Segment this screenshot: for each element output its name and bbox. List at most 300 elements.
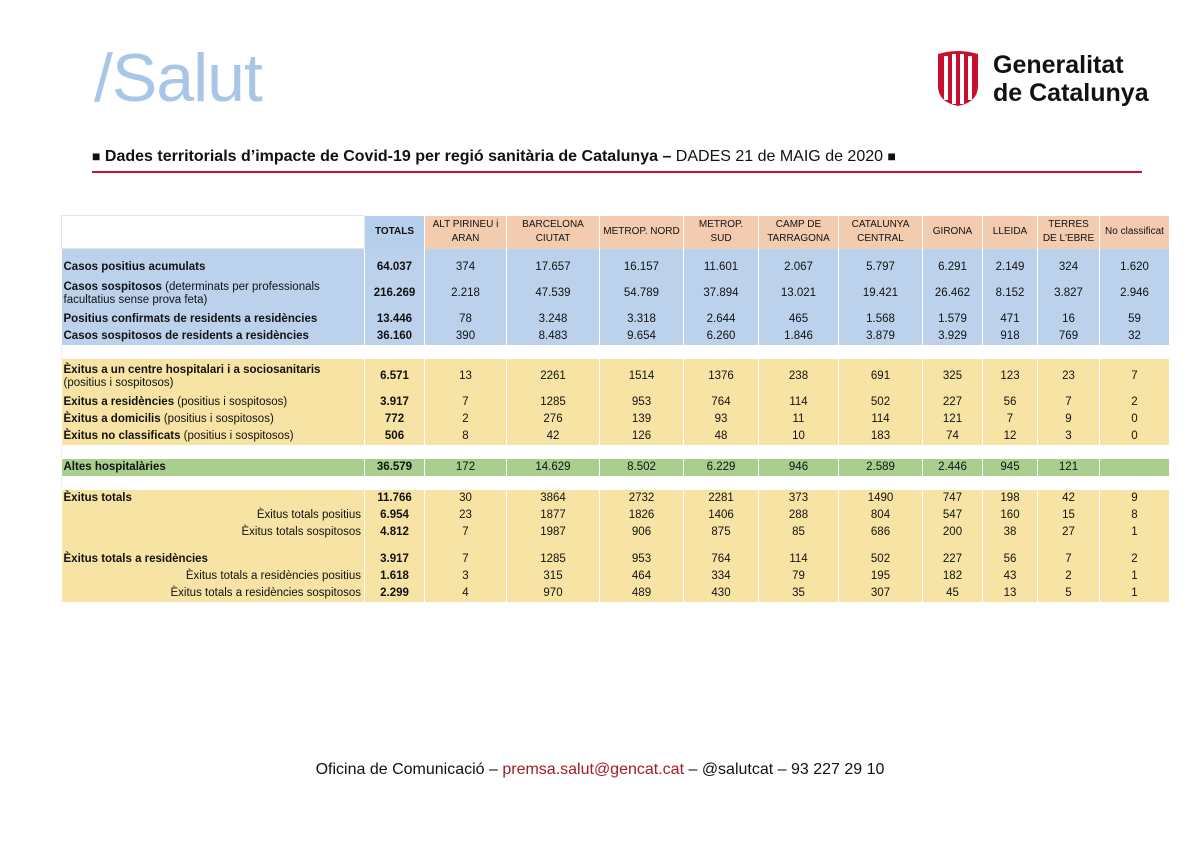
footer-email-link[interactable]: premsa.salut@gencat.cat	[502, 761, 685, 778]
value-cell: 7	[1100, 359, 1170, 394]
value-cell: 123	[983, 359, 1038, 394]
spacer-cell	[983, 345, 1038, 359]
value-cell: 2.644	[684, 311, 759, 328]
row-label-note: (positius i sospitosos)	[174, 396, 288, 408]
value-cell: 114	[759, 551, 839, 568]
spacer-cell	[1038, 476, 1100, 490]
value-cell: 2281	[684, 490, 759, 507]
row-label	[62, 311, 365, 328]
value-cell: 2.149	[983, 259, 1038, 276]
value-cell: 471	[983, 311, 1038, 328]
value-cell: 6.229	[684, 459, 759, 476]
spacer-cell	[1100, 249, 1170, 260]
footer-separator: –	[684, 761, 702, 778]
value-cell: 17.657	[507, 259, 600, 276]
title-date: DADES 21 de MAIG de 2020	[675, 148, 884, 165]
value-cell: 126	[600, 428, 684, 445]
value-cell: 43	[983, 568, 1038, 585]
column-header: GIRONA	[923, 216, 983, 249]
spacer-cell	[365, 476, 425, 490]
value-cell: 2.067	[759, 259, 839, 276]
spacer-cell	[923, 249, 983, 260]
value-cell: 27	[1038, 524, 1100, 541]
spacer-cell	[600, 249, 684, 260]
value-cell: 465	[759, 311, 839, 328]
value-cell: 2.446	[923, 459, 983, 476]
column-header: ALT PIRINEU i ARAN	[425, 216, 507, 249]
title-separator: –	[658, 148, 676, 165]
spacer-cell	[983, 249, 1038, 260]
value-cell: 1987	[507, 524, 600, 541]
column-header: TOTALS	[365, 216, 425, 249]
column-header: BARCELONA CIUTAT	[507, 216, 600, 249]
value-cell: 32	[1100, 328, 1170, 345]
row-label-text: Èxitus totals a residències	[63, 553, 208, 565]
table-body	[62, 216, 1170, 603]
value-cell: 10	[759, 428, 839, 445]
value-cell: 764	[684, 394, 759, 411]
spacer-cell	[507, 249, 600, 260]
value-cell: 1406	[684, 507, 759, 524]
value-cell: 14.629	[507, 459, 600, 476]
spacer-cell	[983, 541, 1038, 551]
spacer-cell	[1038, 541, 1100, 551]
value-cell: 3.248	[507, 311, 600, 328]
value-cell: 373	[759, 490, 839, 507]
row-label-text: Casos sospitosos de residents a residències	[63, 330, 309, 342]
total-cell: 506	[365, 428, 425, 445]
spacer-cell	[839, 476, 923, 490]
table-row	[62, 524, 1170, 541]
value-cell: 3	[1038, 428, 1100, 445]
spacer-cell	[923, 476, 983, 490]
page-title	[92, 148, 896, 166]
row-label-text: Èxitus totals a residències positius	[185, 570, 361, 582]
spacer-cell	[839, 445, 923, 459]
value-cell: 38	[983, 524, 1038, 541]
value-cell: 502	[839, 551, 923, 568]
value-cell: 11.601	[684, 259, 759, 276]
value-cell: 8	[1100, 507, 1170, 524]
value-cell: 200	[923, 524, 983, 541]
spacer-cell	[62, 541, 365, 551]
value-cell: 686	[839, 524, 923, 541]
value-cell: 1.568	[839, 311, 923, 328]
value-cell: 8.483	[507, 328, 600, 345]
value-cell: 42	[1038, 490, 1100, 507]
value-cell: 307	[839, 585, 923, 602]
value-cell: 953	[600, 394, 684, 411]
value-cell: 430	[684, 585, 759, 602]
spacer-cell	[507, 345, 600, 359]
row-label-text: Èxitus a domicilis	[63, 413, 161, 425]
value-cell: 56	[983, 551, 1038, 568]
total-cell: 36.160	[365, 328, 425, 345]
column-header: CAMP DE TARRAGONA	[759, 216, 839, 249]
value-cell: 276	[507, 411, 600, 428]
value-cell: 3.827	[1038, 276, 1100, 311]
spacer-cell	[684, 345, 759, 359]
total-cell: 3.917	[365, 394, 425, 411]
value-cell: 464	[600, 568, 684, 585]
value-cell: 30	[425, 490, 507, 507]
value-cell: 953	[600, 551, 684, 568]
row-label-text: Casos sospitosos	[63, 280, 162, 293]
value-cell: 238	[759, 359, 839, 394]
value-cell: 918	[983, 328, 1038, 345]
value-cell: 502	[839, 394, 923, 411]
value-cell: 945	[983, 459, 1038, 476]
row-label-note: (determinats per professionals facultatius sense prova feta)	[63, 280, 320, 306]
spacer-cell	[684, 249, 759, 260]
row-label	[62, 507, 365, 524]
value-cell: 1.846	[759, 328, 839, 345]
row-label-note: (positius i sospitosos)	[180, 430, 294, 442]
spacer-cell	[600, 345, 684, 359]
spacer-cell	[425, 541, 507, 551]
value-cell: 37.894	[684, 276, 759, 311]
title-underline	[92, 171, 1142, 173]
spacer-cell	[759, 249, 839, 260]
value-cell: 114	[839, 411, 923, 428]
value-cell: 2.589	[839, 459, 923, 476]
footer-office: Oficina de Comunicació	[315, 761, 485, 778]
value-cell: 325	[923, 359, 983, 394]
value-cell: 160	[983, 507, 1038, 524]
value-cell: 875	[684, 524, 759, 541]
value-cell: 139	[600, 411, 684, 428]
value-cell: 2	[1100, 551, 1170, 568]
value-cell: 9	[1038, 411, 1100, 428]
value-cell: 769	[1038, 328, 1100, 345]
value-cell: 764	[684, 551, 759, 568]
spacer-cell	[923, 345, 983, 359]
column-header: CATALUNYA CENTRAL	[839, 216, 923, 249]
spacer-cell	[507, 476, 600, 490]
spacer-cell	[983, 445, 1038, 459]
value-cell: 54.789	[600, 276, 684, 311]
table-row	[62, 411, 1170, 428]
value-cell: 7	[1038, 394, 1100, 411]
catalan-seal-icon	[934, 50, 982, 106]
footer-contact	[0, 761, 1200, 779]
spacer-cell	[507, 445, 600, 459]
value-cell: 3	[425, 568, 507, 585]
column-header: No classificat	[1100, 216, 1170, 249]
row-label	[62, 276, 365, 311]
value-cell: 1490	[839, 490, 923, 507]
value-cell: 7	[425, 524, 507, 541]
total-cell: 64.037	[365, 259, 425, 276]
value-cell: 13	[425, 359, 507, 394]
spacer-cell	[839, 541, 923, 551]
value-cell: 1285	[507, 551, 600, 568]
row-label-text: Exitus a residències	[63, 396, 175, 408]
value-cell: 489	[600, 585, 684, 602]
spacer-cell	[365, 345, 425, 359]
spacer-cell	[1100, 445, 1170, 459]
spacer-cell	[425, 476, 507, 490]
value-cell: 1.620	[1100, 259, 1170, 276]
value-cell: 5.797	[839, 259, 923, 276]
total-cell: 36.579	[365, 459, 425, 476]
value-cell: 4	[425, 585, 507, 602]
value-cell: 1376	[684, 359, 759, 394]
value-cell: 3.318	[600, 311, 684, 328]
value-cell: 7	[425, 394, 507, 411]
spacer-cell	[1038, 249, 1100, 260]
value-cell: 3.929	[923, 328, 983, 345]
value-cell: 374	[425, 259, 507, 276]
value-cell: 23	[1038, 359, 1100, 394]
row-label-text: Èxitus totals	[63, 492, 132, 504]
value-cell: 315	[507, 568, 600, 585]
value-cell: 8.152	[983, 276, 1038, 311]
value-cell: 227	[923, 551, 983, 568]
value-cell: 78	[425, 311, 507, 328]
spacer-cell	[365, 445, 425, 459]
value-cell: 334	[684, 568, 759, 585]
spacer-cell	[1100, 541, 1170, 551]
value-cell: 13	[983, 585, 1038, 602]
value-cell: 0	[1100, 411, 1170, 428]
value-cell: 946	[759, 459, 839, 476]
row-label-note: (positius i sospitosos)	[63, 376, 174, 389]
value-cell: 16.157	[600, 259, 684, 276]
footer-phone: 93 227 29 10	[791, 761, 885, 778]
value-cell: 93	[684, 411, 759, 428]
table-row	[62, 394, 1170, 411]
table-header-row	[62, 216, 1170, 249]
value-cell: 183	[839, 428, 923, 445]
value-cell: 16	[1038, 311, 1100, 328]
value-cell: 324	[1038, 259, 1100, 276]
spacer-cell	[839, 249, 923, 260]
value-cell: 198	[983, 490, 1038, 507]
value-cell: 1	[1100, 585, 1170, 602]
spacer-row	[62, 541, 1170, 551]
value-cell: 390	[425, 328, 507, 345]
row-label-text: Positius confirmats de residents a residències	[63, 313, 318, 325]
generalitat-name-line2: de Catalunya	[993, 79, 1149, 107]
spacer-cell	[1038, 445, 1100, 459]
spacer-cell	[62, 345, 365, 359]
spacer-cell	[365, 249, 425, 260]
bullet-right-icon: ■	[887, 148, 896, 164]
value-cell: 172	[425, 459, 507, 476]
value-cell: 79	[759, 568, 839, 585]
spacer-cell	[1038, 345, 1100, 359]
spacer-cell	[507, 541, 600, 551]
row-label	[62, 328, 365, 345]
value-cell: 2	[1100, 394, 1170, 411]
row-label	[62, 551, 365, 568]
value-cell: 9.654	[600, 328, 684, 345]
value-cell: 19.421	[839, 276, 923, 311]
table-row	[62, 428, 1170, 445]
value-cell: 23	[425, 507, 507, 524]
spacer-cell	[839, 345, 923, 359]
spacer-cell	[1100, 476, 1170, 490]
value-cell: 547	[923, 507, 983, 524]
value-cell: 6.291	[923, 259, 983, 276]
spacer-cell	[62, 445, 365, 459]
value-cell: 804	[839, 507, 923, 524]
spacer-cell	[759, 445, 839, 459]
value-cell: 2.946	[1100, 276, 1170, 311]
row-label-text: Èxitus totals positius	[256, 509, 361, 521]
value-cell: 2	[1038, 568, 1100, 585]
row-label	[62, 459, 365, 476]
value-cell: 2732	[600, 490, 684, 507]
table-row	[62, 459, 1170, 476]
generalitat-logo	[934, 48, 1174, 112]
value-cell: 26.462	[923, 276, 983, 311]
spacer-cell	[425, 249, 507, 260]
value-cell: 1514	[600, 359, 684, 394]
footer-separator: –	[484, 761, 503, 778]
spacer-cell	[1100, 345, 1170, 359]
spacer-cell	[600, 445, 684, 459]
spacer-cell	[425, 445, 507, 459]
value-cell: 85	[759, 524, 839, 541]
row-label	[62, 585, 365, 602]
row-label-note: (positius i sospitosos)	[160, 413, 274, 425]
row-label	[62, 568, 365, 585]
value-cell: 2.218	[425, 276, 507, 311]
spacer-row	[62, 345, 1170, 359]
salut-brand-logo: /Salut	[94, 40, 262, 116]
value-cell: 12	[983, 428, 1038, 445]
value-cell: 42	[507, 428, 600, 445]
table-row	[62, 568, 1170, 585]
column-header: METROP. NORD	[600, 216, 684, 249]
spacer-cell	[62, 476, 365, 490]
value-cell: 195	[839, 568, 923, 585]
value-cell	[1100, 459, 1170, 476]
generalitat-name	[993, 51, 1149, 107]
spacer-cell	[983, 476, 1038, 490]
value-cell: 0	[1100, 428, 1170, 445]
row-label	[62, 359, 365, 394]
value-cell: 6.260	[684, 328, 759, 345]
value-cell: 35	[759, 585, 839, 602]
bullet-left-icon: ■	[92, 148, 101, 164]
value-cell: 9	[1100, 490, 1170, 507]
value-cell: 1826	[600, 507, 684, 524]
spacer-cell	[684, 541, 759, 551]
value-cell: 227	[923, 394, 983, 411]
value-cell: 8.502	[600, 459, 684, 476]
row-label	[62, 428, 365, 445]
value-cell: 13.021	[759, 276, 839, 311]
table-row	[62, 551, 1170, 568]
value-cell: 288	[759, 507, 839, 524]
value-cell: 11	[759, 411, 839, 428]
total-cell: 6.571	[365, 359, 425, 394]
value-cell: 906	[600, 524, 684, 541]
covid-data-table	[61, 215, 1170, 602]
value-cell: 5	[1038, 585, 1100, 602]
total-cell: 11.766	[365, 490, 425, 507]
spacer-cell	[759, 541, 839, 551]
value-cell: 691	[839, 359, 923, 394]
spacer-row	[62, 445, 1170, 459]
row-label-text: Altes hospitalàries	[63, 461, 166, 473]
value-cell: 121	[923, 411, 983, 428]
value-cell: 74	[923, 428, 983, 445]
row-label-text: Èxitus no classificats	[63, 430, 181, 442]
value-cell: 48	[684, 428, 759, 445]
value-cell: 8	[425, 428, 507, 445]
generalitat-name-line1: Generalitat	[993, 51, 1124, 79]
table-row	[62, 507, 1170, 524]
spacer-row	[62, 249, 1170, 260]
spacer-cell	[600, 541, 684, 551]
row-label-text: Èxitus totals a residències sospitosos	[170, 587, 361, 599]
spacer-cell	[62, 249, 365, 260]
value-cell: 121	[1038, 459, 1100, 476]
value-cell: 7	[1038, 551, 1100, 568]
spacer-cell	[759, 345, 839, 359]
value-cell: 970	[507, 585, 600, 602]
value-cell: 1	[1100, 524, 1170, 541]
value-cell: 15	[1038, 507, 1100, 524]
row-label	[62, 259, 365, 276]
value-cell: 2	[425, 411, 507, 428]
row-label-text: Èxitus a un centre hospitalari i a sociosanitaris	[63, 363, 321, 376]
column-header: TERRES DE L'EBRE	[1038, 216, 1100, 249]
value-cell: 2261	[507, 359, 600, 394]
title-main: Dades territorials d’impacte de Covid-19 per regió sanitària de Catalunya	[104, 148, 658, 165]
spacer-cell	[923, 541, 983, 551]
value-cell: 182	[923, 568, 983, 585]
row-label-text: Casos positius acumulats	[63, 261, 206, 273]
row-label	[62, 394, 365, 411]
spacer-cell	[923, 445, 983, 459]
footer-twitter[interactable]: @salutcat	[701, 761, 774, 778]
spacer-cell	[365, 541, 425, 551]
value-cell: 1	[1100, 568, 1170, 585]
value-cell: 7	[425, 551, 507, 568]
value-cell: 1.579	[923, 311, 983, 328]
total-cell: 4.812	[365, 524, 425, 541]
spacer-cell	[425, 345, 507, 359]
value-cell: 747	[923, 490, 983, 507]
column-header: METROP. SUD	[684, 216, 759, 249]
row-label	[62, 490, 365, 507]
value-cell: 47.539	[507, 276, 600, 311]
spacer-cell	[684, 476, 759, 490]
value-cell: 7	[983, 411, 1038, 428]
value-cell: 1877	[507, 507, 600, 524]
value-cell: 114	[759, 394, 839, 411]
table-row	[62, 359, 1170, 394]
table-row	[62, 585, 1170, 602]
total-cell: 216.269	[365, 276, 425, 311]
total-cell: 2.299	[365, 585, 425, 602]
footer-separator: –	[773, 761, 791, 778]
value-cell: 56	[983, 394, 1038, 411]
spacer-cell	[600, 476, 684, 490]
row-label-text: Èxitus totals sospitosos	[241, 526, 361, 538]
table-row	[62, 259, 1170, 276]
spacer-cell	[759, 476, 839, 490]
total-cell: 772	[365, 411, 425, 428]
value-cell: 3864	[507, 490, 600, 507]
value-cell: 1285	[507, 394, 600, 411]
table-row	[62, 328, 1170, 345]
